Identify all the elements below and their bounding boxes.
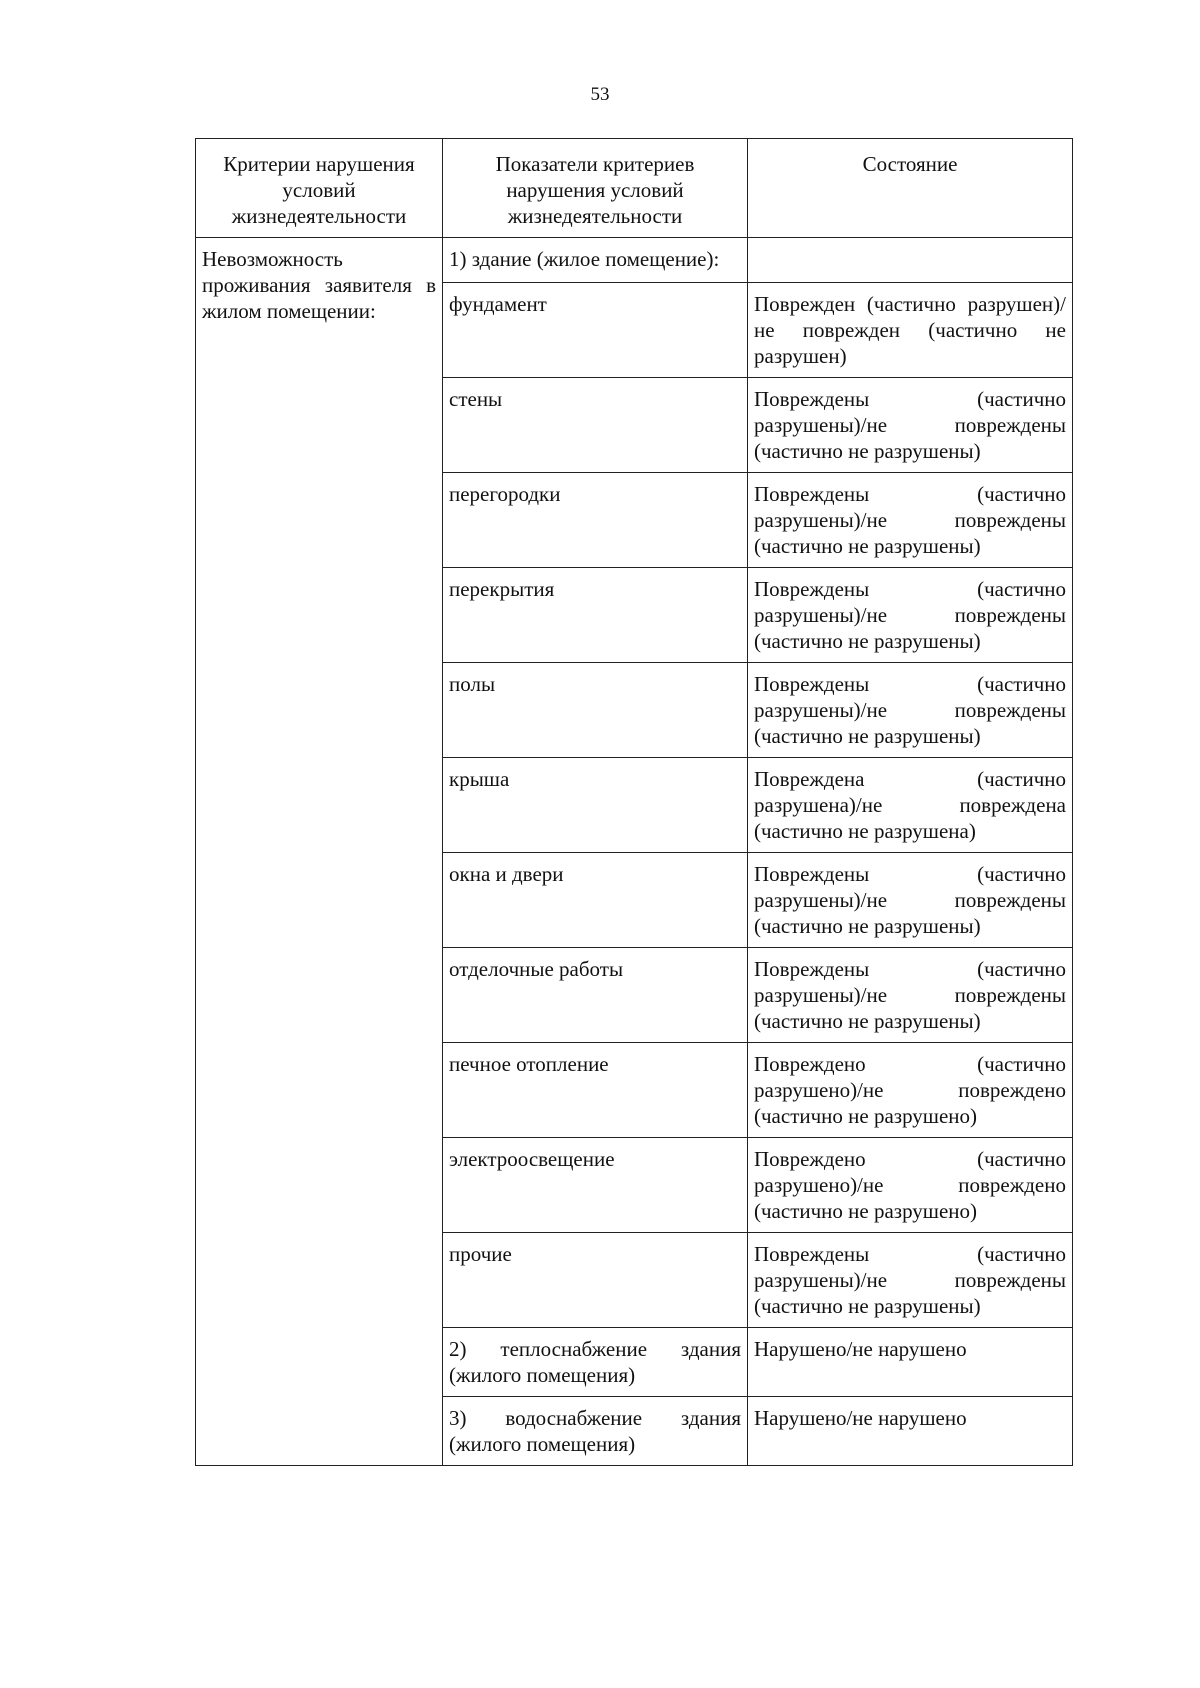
state-cell: Повреждены (частично разрушены)/не повреждены (частично не разрушены) [748, 663, 1073, 758]
state-cell: Повреждено (частично разрушено)/не повреждено (частично не разрушено) [748, 1043, 1073, 1138]
table-header-row [196, 139, 1073, 238]
indicator-cell: перегородки [443, 473, 748, 568]
state-cell: Повреждены (частично разрушены)/не повреждены (частично не разрушены) [748, 568, 1073, 663]
state-cell: Поврежден (частично разрушен)/не поврежден (частично не разрушен) [748, 283, 1073, 378]
indicator-cell: стены [443, 378, 748, 473]
state-cell: Повреждены (частично разрушены)/не повреждены (частично не разрушены) [748, 948, 1073, 1043]
indicator-cell: крыша [443, 758, 748, 853]
criterion-cell: Невозможность проживания заявителя в жилом помещении: [196, 238, 443, 1466]
indicator-cell: прочие [443, 1233, 748, 1328]
state-cell: Повреждены (частично разрушены)/не повреждены (частично не разрушены) [748, 1233, 1073, 1328]
state-cell: Повреждено (частично разрушено)/не повреждено (частично не разрушено) [748, 1138, 1073, 1233]
state-cell: Повреждены (частично разрушены)/не повреждены (частично не разрушены) [748, 473, 1073, 568]
empty-state-cell [748, 238, 1073, 283]
state-cell: Нарушено/не нарушено [748, 1397, 1073, 1466]
criteria-table [195, 138, 1073, 1466]
page-number: 53 [590, 84, 610, 105]
header-criteria: Критерии нарушения условий жизнедеятельности [196, 139, 443, 238]
state-cell: Повреждены (частично разрушены)/не повреждены (частично не разрушены) [748, 853, 1073, 948]
table-row [196, 238, 1073, 283]
header-indicators: Показатели критериев нарушения условий жизнедеятельности [443, 139, 748, 238]
indicator-cell: отделочные работы [443, 948, 748, 1043]
indicator-cell: 3) водоснабжение здания (жилого помещения) [443, 1397, 748, 1466]
indicator-cell: перекрытия [443, 568, 748, 663]
indicator-cell: электроосвещение [443, 1138, 748, 1233]
state-cell: Нарушено/не нарушено [748, 1328, 1073, 1397]
state-cell: Повреждена (частично разрушена)/не повреждена (частично не разрушена) [748, 758, 1073, 853]
indicator-cell: фундамент [443, 283, 748, 378]
indicator-cell: 2) теплоснабжение здания (жилого помещения) [443, 1328, 748, 1397]
header-state: Состояние [748, 139, 1073, 238]
indicator-cell: полы [443, 663, 748, 758]
building-label-cell: 1) здание (жилое помещение): [443, 238, 748, 283]
indicator-cell: окна и двери [443, 853, 748, 948]
indicator-cell: печное отопление [443, 1043, 748, 1138]
state-cell: Повреждены (частично разрушены)/не повреждены (частично не разрушены) [748, 378, 1073, 473]
